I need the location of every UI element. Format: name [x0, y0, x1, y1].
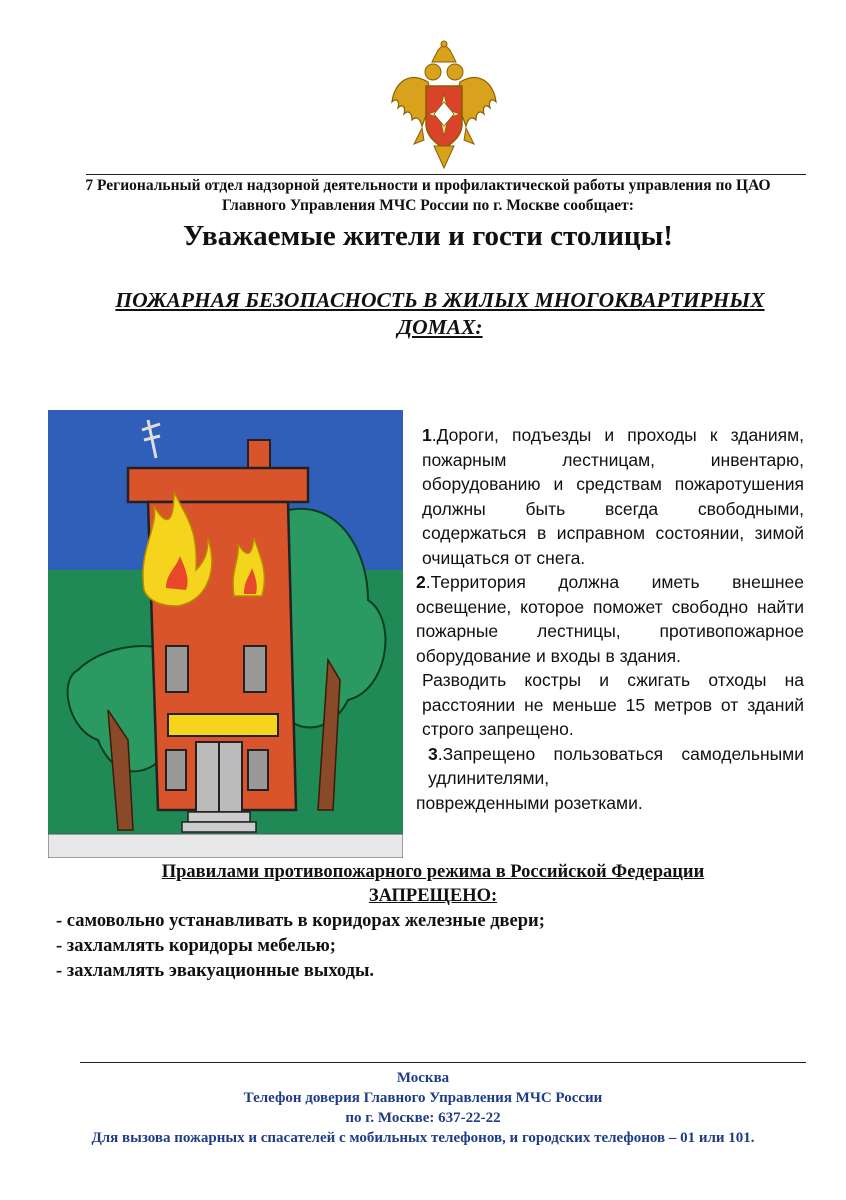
- footer-divider: [80, 1062, 806, 1063]
- section-title: ПОЖАРНАЯ БЕЗОПАСНОСТЬ В ЖИЛЫХ МНОГОКВАРТИРНЫХ ДОМАХ:: [115, 288, 765, 339]
- prohibitions-list: [56, 909, 816, 984]
- list-item: - самовольно устанавливать в коридорах железные двери;: [56, 911, 545, 931]
- footer-hotline-number: по г. Москве: 637-22-22: [345, 1110, 501, 1126]
- rule-3: 3.Запрещено пользоваться самодельными удлинителями,: [428, 743, 804, 788]
- mchs-emblem-icon: [388, 40, 500, 172]
- footer-emergency-numbers: Для вызова пожарных и спасателей с мобильных телефонов, и городских телефонов – 01 или 101.: [91, 1130, 755, 1146]
- rule-2-note: Разводить костры и сжигать отходы на расстоянии не меньше 15 метров от зданий строго запрещено.: [422, 670, 804, 739]
- prohibitions-heading-line1: Правилами противопожарного режима в Российской Федерации: [161, 862, 705, 882]
- greeting-heading: Уважаемые жители и гости столицы!: [183, 220, 673, 252]
- rule-3-continued: поврежденными розетками.: [416, 792, 643, 813]
- burning-building-illustration: [48, 410, 403, 858]
- footer-hotline: Телефон доверия Главного Управления МЧС России: [243, 1090, 603, 1106]
- rule-2: 2.Территория должна иметь внешнее освещение, которое поможет свободно найти пожарные лестницы, противопожарное оборудование и входы в здания.: [416, 572, 804, 666]
- list-item: - захламлять эвакуационные выходы.: [56, 961, 375, 981]
- prohibitions-heading-line2: ЗАПРЕЩЕНО:: [368, 886, 498, 906]
- safety-rules: [412, 423, 804, 815]
- prohibitions-heading: [60, 860, 806, 908]
- header-divider: [86, 174, 806, 175]
- department-notice: 7 Региональный отдел надзорной деятельности и профилактической работы управления по ЦАО Главного Управления МЧС России по г. Москве сообщает:: [85, 177, 771, 214]
- rule-1: 1.Дороги, подъезды и проходы к зданиям, пожарным лестницам, инвентарю, оборудованию и средствам пожаротушения должны быть всегда свободными, содержаться в исправном состоянии, зимой очищаться от снега.: [422, 425, 804, 568]
- footer-city: Москва: [396, 1070, 450, 1086]
- list-item: - захламлять коридоры мебелью;: [56, 936, 336, 956]
- footer-contacts: [40, 1068, 806, 1148]
